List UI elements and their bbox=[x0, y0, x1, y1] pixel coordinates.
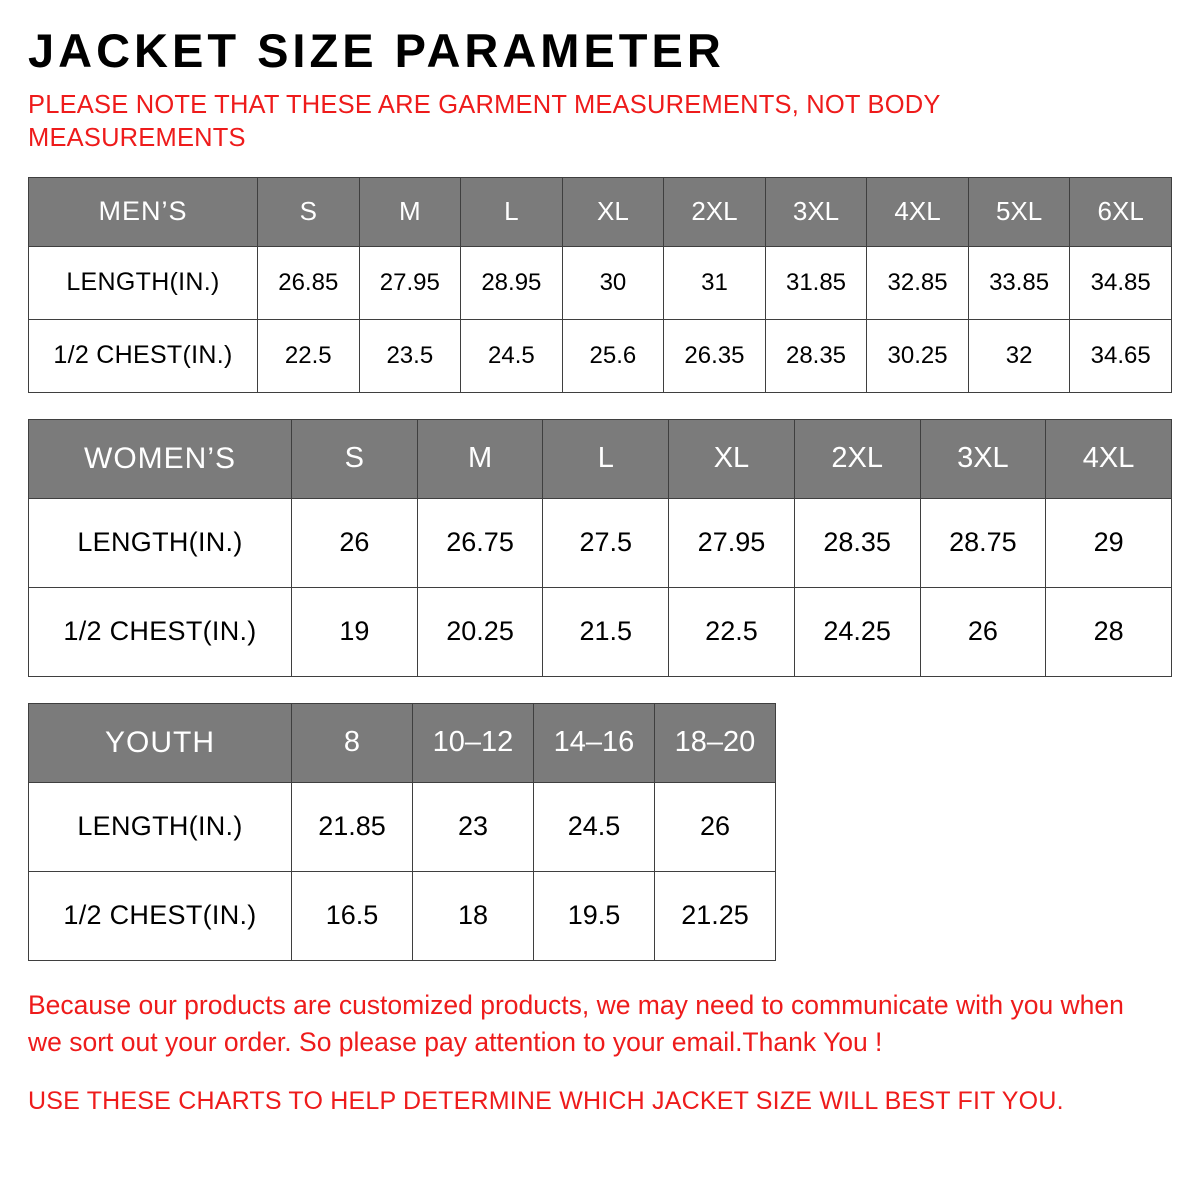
mens-chest-4xl: 30.25 bbox=[867, 319, 969, 392]
womens-size-xl: XL bbox=[669, 419, 795, 498]
mens-size-6xl: 6XL bbox=[1070, 177, 1172, 246]
mens-chest-5xl: 32 bbox=[968, 319, 1070, 392]
womens-length-label: LENGTH(IN.) bbox=[29, 498, 292, 587]
table-row bbox=[29, 871, 776, 960]
youth-length-18-20: 26 bbox=[655, 782, 776, 871]
womens-size-m: M bbox=[417, 419, 543, 498]
mens-chest-m: 23.5 bbox=[359, 319, 461, 392]
mens-length-2xl: 31 bbox=[664, 246, 766, 319]
youth-size-10-12: 10–12 bbox=[413, 703, 534, 782]
womens-length-4xl: 29 bbox=[1046, 498, 1172, 587]
youth-header-label: YOUTH bbox=[29, 703, 292, 782]
mens-length-3xl: 31.85 bbox=[765, 246, 867, 319]
mens-chest-s: 22.5 bbox=[258, 319, 360, 392]
womens-length-3xl: 28.75 bbox=[920, 498, 1046, 587]
youth-size-table bbox=[28, 703, 776, 961]
womens-header-label: WOMEN’S bbox=[29, 419, 292, 498]
womens-length-s: 26 bbox=[292, 498, 418, 587]
womens-size-table bbox=[28, 419, 1172, 677]
youth-length-8: 21.85 bbox=[292, 782, 413, 871]
mens-size-s: S bbox=[258, 177, 360, 246]
youth-table-body bbox=[29, 782, 776, 960]
table-row bbox=[29, 246, 1172, 319]
womens-chest-xl: 22.5 bbox=[669, 587, 795, 676]
table-row bbox=[29, 782, 776, 871]
mens-length-l: 28.95 bbox=[461, 246, 563, 319]
womens-size-l: L bbox=[543, 419, 669, 498]
womens-table-body bbox=[29, 498, 1172, 676]
youth-chest-10-12: 18 bbox=[413, 871, 534, 960]
youth-table-header bbox=[29, 703, 776, 782]
youth-length-14-16: 24.5 bbox=[534, 782, 655, 871]
mens-length-5xl: 33.85 bbox=[968, 246, 1070, 319]
mens-size-4xl: 4XL bbox=[867, 177, 969, 246]
mens-length-6xl: 34.85 bbox=[1070, 246, 1172, 319]
youth-chest-8: 16.5 bbox=[292, 871, 413, 960]
mens-length-xl: 30 bbox=[562, 246, 664, 319]
womens-length-2xl: 28.35 bbox=[794, 498, 920, 587]
table-header-row bbox=[29, 703, 776, 782]
mens-size-m: M bbox=[359, 177, 461, 246]
youth-chest-label: 1/2 CHEST(IN.) bbox=[29, 871, 292, 960]
mens-size-table bbox=[28, 177, 1172, 393]
mens-size-xl: XL bbox=[562, 177, 664, 246]
womens-size-2xl: 2XL bbox=[794, 419, 920, 498]
womens-length-m: 26.75 bbox=[417, 498, 543, 587]
table-header-row bbox=[29, 177, 1172, 246]
table-row bbox=[29, 498, 1172, 587]
table-row bbox=[29, 587, 1172, 676]
mens-length-label: LENGTH(IN.) bbox=[29, 246, 258, 319]
mens-size-3xl: 3XL bbox=[765, 177, 867, 246]
youth-chest-18-20: 21.25 bbox=[655, 871, 776, 960]
mens-size-l: L bbox=[461, 177, 563, 246]
youth-size-14-16: 14–16 bbox=[534, 703, 655, 782]
mens-size-2xl: 2XL bbox=[664, 177, 766, 246]
mens-header-label: MEN’S bbox=[29, 177, 258, 246]
table-header-row bbox=[29, 419, 1172, 498]
footer-notes bbox=[28, 987, 1172, 1120]
measurement-note: PLEASE NOTE THAT THESE ARE GARMENT MEASUREMENTS, NOT BODY MEASUREMENTS bbox=[28, 91, 941, 152]
womens-length-xl: 27.95 bbox=[669, 498, 795, 587]
usage-note: USE THESE CHARTS TO HELP DETERMINE WHICH JACKET SIZE WILL BEST FIT YOU. bbox=[28, 1086, 1064, 1115]
womens-chest-l: 21.5 bbox=[543, 587, 669, 676]
table-row bbox=[29, 319, 1172, 392]
womens-chest-s: 19 bbox=[292, 587, 418, 676]
mens-length-4xl: 32.85 bbox=[867, 246, 969, 319]
mens-size-5xl: 5XL bbox=[968, 177, 1070, 246]
womens-chest-4xl: 28 bbox=[1046, 587, 1172, 676]
mens-chest-3xl: 28.35 bbox=[765, 319, 867, 392]
mens-chest-xl: 25.6 bbox=[562, 319, 664, 392]
customization-note: Because our products are customized products, we may need to communicate with you when we sort out your order. So please pay attention to your email.Thank You ! bbox=[28, 989, 1124, 1058]
mens-length-s: 26.85 bbox=[258, 246, 360, 319]
womens-table-header bbox=[29, 419, 1172, 498]
womens-length-l: 27.5 bbox=[543, 498, 669, 587]
mens-chest-2xl: 26.35 bbox=[664, 319, 766, 392]
womens-chest-m: 20.25 bbox=[417, 587, 543, 676]
youth-length-label: LENGTH(IN.) bbox=[29, 782, 292, 871]
womens-chest-2xl: 24.25 bbox=[794, 587, 920, 676]
womens-chest-label: 1/2 CHEST(IN.) bbox=[29, 587, 292, 676]
page-title: JACKET SIZE PARAMETER bbox=[28, 24, 725, 77]
mens-chest-6xl: 34.65 bbox=[1070, 319, 1172, 392]
womens-size-4xl: 4XL bbox=[1046, 419, 1172, 498]
youth-size-8: 8 bbox=[292, 703, 413, 782]
womens-size-3xl: 3XL bbox=[920, 419, 1046, 498]
mens-table-body bbox=[29, 246, 1172, 392]
mens-chest-l: 24.5 bbox=[461, 319, 563, 392]
youth-chest-14-16: 19.5 bbox=[534, 871, 655, 960]
mens-table-header bbox=[29, 177, 1172, 246]
mens-length-m: 27.95 bbox=[359, 246, 461, 319]
youth-length-10-12: 23 bbox=[413, 782, 534, 871]
mens-chest-label: 1/2 CHEST(IN.) bbox=[29, 319, 258, 392]
youth-size-18-20: 18–20 bbox=[655, 703, 776, 782]
womens-size-s: S bbox=[292, 419, 418, 498]
womens-chest-3xl: 26 bbox=[920, 587, 1046, 676]
